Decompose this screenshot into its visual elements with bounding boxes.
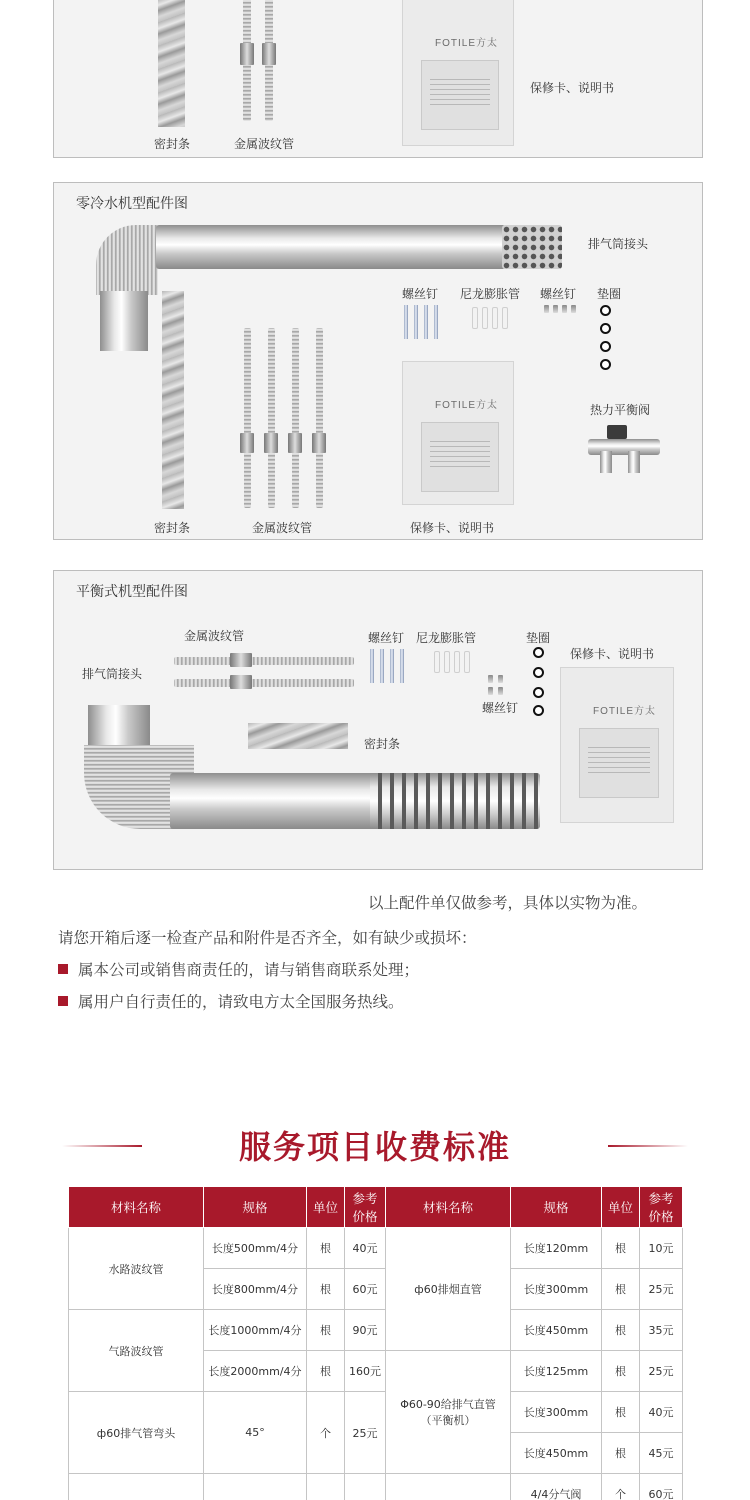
label-seal-strip: 密封条 (154, 137, 191, 151)
cell-material: 水路波纹管 (69, 1228, 204, 1310)
header-price-2 (640, 1187, 683, 1228)
cell-material (69, 1474, 204, 1500)
small-screw-image (571, 305, 576, 313)
note-bullet-1 (58, 958, 419, 980)
nylon-anchor-image (482, 307, 488, 329)
cell-unit-2: 根 (602, 1228, 640, 1269)
cell-price: 40元 (345, 1228, 386, 1269)
label-metal-pipe: 金属波纹管 (234, 137, 295, 151)
cell-unit (307, 1474, 345, 1500)
cell-material-2: ф60排烟直管 (386, 1228, 511, 1351)
metal-pipe-image (244, 328, 251, 508)
small-screw-image (553, 305, 558, 313)
cell-unit-2: 根 (602, 1310, 640, 1351)
cell-spec-2: 长度450mm (511, 1433, 602, 1474)
nylon-anchor-image (444, 651, 450, 673)
screw-image (390, 649, 394, 683)
exhaust-collar (100, 291, 148, 351)
cell-spec (204, 1474, 307, 1500)
screw-image (424, 305, 428, 339)
cell-unit-2: 根 (602, 1269, 640, 1310)
header-unit: 单位 (307, 1187, 345, 1228)
panel-title: 平衡式机型配件图 (76, 584, 188, 600)
cell-price: 60元 (345, 1269, 386, 1310)
screw-image (414, 305, 418, 339)
label-seal-strip: 密封条 (364, 737, 401, 751)
cell-material: 气路波纹管 (69, 1310, 204, 1392)
washer-image (600, 359, 611, 370)
nylon-anchor-image (502, 307, 508, 329)
service-fee-table (68, 1186, 683, 1500)
section-title: 服务项目收费标准 (238, 1128, 511, 1166)
table-row (69, 1474, 683, 1500)
thermal-valve-knob (607, 425, 627, 439)
cell-unit-2: 根 (602, 1433, 640, 1474)
nylon-anchor-image (434, 651, 440, 673)
nylon-anchor-image (492, 307, 498, 329)
pipe-nut (230, 675, 252, 689)
cell-price-2: 25元 (640, 1269, 683, 1310)
label-exhaust-joint: 排气筒接头 (588, 237, 649, 251)
washer-image (533, 667, 544, 678)
thermal-valve-image (588, 439, 660, 455)
accessory-panel-zero-cold (53, 182, 703, 540)
cell-price-2: 10元 (640, 1228, 683, 1269)
label-metal-pipe: 金属波纹管 (184, 629, 245, 643)
inspection-intro: 请您开箱后逐一检查产品和附件是否齐全，如有缺少或损坏： (58, 929, 477, 947)
seal-strip-image (162, 291, 184, 509)
label-nylon-anchor: 尼龙膨胀管 (460, 287, 521, 301)
metal-pipe-image (174, 679, 354, 687)
cell-unit: 根 (307, 1310, 345, 1351)
cell-price: 25元 (345, 1392, 386, 1474)
bullet-marker (58, 964, 68, 974)
nylon-anchor-image (472, 307, 478, 329)
label-screw: 螺丝钉 (402, 287, 439, 301)
cell-spec: 长度500mm/4分 (204, 1228, 307, 1269)
cell-unit: 个 (307, 1392, 345, 1474)
cell-price: 90元 (345, 1310, 386, 1351)
cell-price-2: 60元 (640, 1474, 683, 1500)
accessory-panel-balanced (53, 570, 703, 870)
cell-spec-2: 长度300mm (511, 1392, 602, 1433)
table-header-row (69, 1187, 683, 1228)
label-washer: 垫圈 (597, 287, 622, 301)
manual-booklet-image (402, 361, 514, 505)
header-unit-2: 单位 (602, 1187, 640, 1228)
small-screw-image (488, 675, 493, 683)
cell-spec-2: 长度120mm (511, 1228, 602, 1269)
cell-unit: 根 (307, 1351, 345, 1392)
cell-spec: 长度2000mm/4分 (204, 1351, 307, 1392)
label-warranty: 保修卡、说明书 (530, 81, 615, 95)
header-price (345, 1187, 386, 1228)
header-price-line1: 参考 (648, 1191, 674, 1206)
panel-title: 零冷水机型配件图 (76, 196, 188, 212)
screw-image (370, 649, 374, 683)
screw-image (380, 649, 384, 683)
cell-price: 160元 (345, 1351, 386, 1392)
cell-spec: 长度1000mm/4分 (204, 1310, 307, 1351)
pipe-nut (264, 433, 278, 453)
brand-logo: FOTILE方太 (593, 706, 657, 717)
label-screw-small: 螺丝钉 (540, 287, 577, 301)
cell-unit-2: 根 (602, 1351, 640, 1392)
note-bullet-text: 属本公司或销售商责任的，请与销售商联系处理； (78, 961, 420, 979)
cell-unit-2: 根 (602, 1392, 640, 1433)
small-screw-image (562, 305, 567, 313)
label-warranty: 保修卡、说明书 (410, 521, 495, 535)
label-exhaust-joint: 排气筒接头 (82, 667, 143, 681)
washer-image (533, 647, 544, 658)
cell-material-2 (386, 1474, 511, 1500)
label-washer: 垫圈 (526, 631, 551, 645)
screw-image (400, 649, 404, 683)
cell-spec-2: 长度125mm (511, 1351, 602, 1392)
cell-spec: 45° (204, 1392, 307, 1474)
label-thermal-valve: 热力平衡阀 (590, 403, 651, 417)
accessory-panel-top (53, 0, 703, 158)
washer-image (600, 323, 611, 334)
cell-unit-2: 个 (602, 1474, 640, 1500)
cell-price-2: 35元 (640, 1310, 683, 1351)
header-spec-2: 规格 (511, 1187, 602, 1228)
cell-spec-2: 4/4分气阀 (511, 1474, 602, 1500)
header-material: 材料名称 (69, 1187, 204, 1228)
small-screw-image (544, 305, 549, 313)
booklet-cover (421, 422, 499, 492)
label-metal-pipe: 金属波纹管 (252, 521, 313, 535)
exhaust-collar (88, 705, 150, 747)
header-price-line2: 价格 (352, 1209, 378, 1224)
cell-material-2 (386, 1351, 511, 1474)
small-screw-image (498, 675, 503, 683)
bullet-marker (58, 996, 68, 1006)
booklet-cover (579, 728, 659, 798)
label-screw: 螺丝钉 (368, 631, 405, 645)
screw-image (434, 305, 438, 339)
pipe-nut (240, 43, 254, 65)
cell-price (345, 1474, 386, 1500)
header-material-2: 材料名称 (386, 1187, 511, 1228)
cell-spec: 长度800mm/4分 (204, 1269, 307, 1310)
cell-material: ф60排气管弯头 (69, 1392, 204, 1474)
cell-price-2: 40元 (640, 1392, 683, 1433)
seal-strip-image (158, 0, 185, 127)
exhaust-grille-section (370, 773, 540, 829)
label-seal-strip: 密封条 (154, 521, 191, 535)
metal-pipe-image (174, 657, 354, 665)
note-bullet-2 (58, 990, 404, 1012)
label-screw-small: 螺丝钉 (482, 701, 519, 715)
nylon-anchor-image (454, 651, 460, 673)
label-warranty: 保修卡、说明书 (570, 647, 655, 661)
cell-unit: 根 (307, 1269, 345, 1310)
cell-material-line1: Φ60-90给排气直管 (400, 1398, 496, 1411)
brand-logo: FOTILE方太 (435, 400, 499, 411)
cell-unit: 根 (307, 1228, 345, 1269)
washer-image (600, 341, 611, 352)
nylon-anchor-image (464, 651, 470, 673)
header-spec: 规格 (204, 1187, 307, 1228)
thermal-valve-port (600, 451, 612, 473)
cell-price-2: 45元 (640, 1433, 683, 1474)
cell-spec-2: 长度450mm (511, 1310, 602, 1351)
exhaust-straight-pipe (170, 773, 400, 829)
header-price-line2: 价格 (648, 1209, 674, 1224)
screw-image (404, 305, 408, 339)
metal-pipe-image (268, 328, 275, 508)
label-nylon-anchor: 尼龙膨胀管 (416, 631, 477, 645)
note-bullet-text: 属用户自行责任的，请致电方太全国服务热线。 (78, 993, 404, 1011)
pipe-nut (312, 433, 326, 453)
seal-strip-image (248, 723, 348, 749)
small-screw-image (498, 687, 503, 695)
pipe-nut (262, 43, 276, 65)
washer-image (533, 705, 544, 716)
cell-price-2: 25元 (640, 1351, 683, 1392)
table-row (69, 1228, 683, 1269)
cell-spec-2: 长度300mm (511, 1269, 602, 1310)
pipe-nut (288, 433, 302, 453)
table-row (69, 1392, 683, 1433)
manual-booklet-image (560, 667, 674, 823)
small-screw-image (488, 687, 493, 695)
washer-image (600, 305, 611, 316)
manual-booklet-image (402, 0, 514, 146)
metal-pipe-image (316, 328, 323, 508)
booklet-cover (421, 60, 499, 130)
disclaimer-text: 以上配件单仅做参考，具体以实物为准。 (368, 894, 648, 912)
table-row (69, 1310, 683, 1351)
exhaust-elbow-bellows (96, 225, 158, 295)
pipe-nut (230, 653, 252, 667)
exhaust-straight-pipe (156, 225, 506, 269)
pipe-nut (240, 433, 254, 453)
washer-image (533, 687, 544, 698)
thermal-valve-port (628, 451, 640, 473)
cell-material-line2: （平衡机） (420, 1414, 476, 1427)
metal-pipe-image (292, 328, 299, 508)
header-price-line1: 参考 (352, 1191, 378, 1206)
brand-logo: FOTILE方太 (435, 38, 499, 49)
exhaust-terminal (502, 225, 562, 269)
